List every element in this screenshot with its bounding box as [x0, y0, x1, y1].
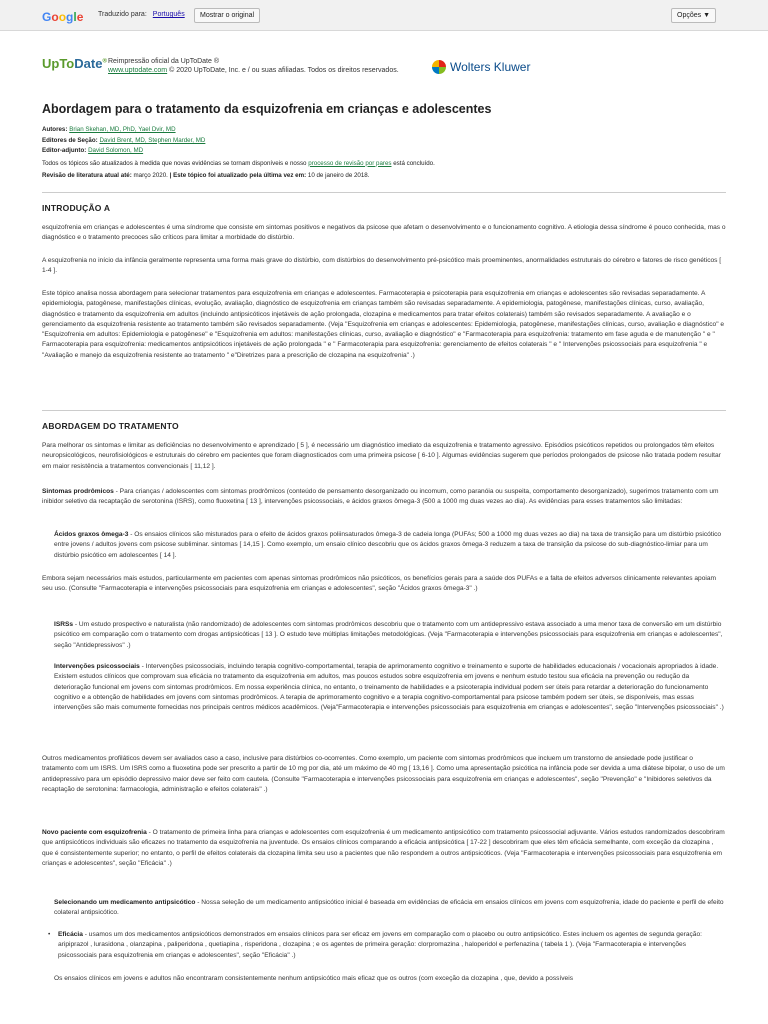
- copyright: © 2020 UpToDate, Inc. e / ou suas afiliadas. Todos os direitos reservados.: [169, 67, 399, 74]
- section-heading-intro: INTRODUÇÃO A: [42, 203, 111, 213]
- paragraph-text: - Um estudo prospectivo e naturalista (não randomizado) de adolescentes com sintomas prodrômicos descobriu que o tratamento com um antidepressivo estava associado a uma menor taxa de conversão em um distúrbio psicótico em comparação com o tratamento com drogas antipsicóticas [ 13 ]. O estudo teve múltiplas limitações metodológicas. (Veja "Farmacoterapia e intervenções psicossociais para esquizofrenia em crianças e adolescentes", seção "Antidepressivos" .): [54, 621, 723, 649]
- authors-label: Autores:: [42, 126, 68, 133]
- section-editors-label: Editores de Seção:: [42, 136, 98, 144]
- reprint-notice: [108, 57, 399, 75]
- update-note: Todos os tópicos são atualizados à medida que novas evidências se tornam disponíveis e nosso: [42, 159, 307, 167]
- term: Eficácia: [58, 931, 83, 938]
- review-label: Revisão de literatura atual até:: [42, 172, 132, 179]
- term: Ácidos graxos ômega-3: [54, 531, 129, 538]
- paragraph: Outros medicamentos profiláticos devem ser avaliados caso a caso, inclusive para distúrbios co-ocorrentes. Como exemplo, um paciente com sintomas prodrômicos que incluem um transtorno de ansiedade pode justificar o tratamento com um ISRS. Um ISRS como a fluoxetina pode ser prescrito a partir de 10 mg por dia, até um máximo de 40 mg [ 13,16 ]. Como uma apresentação psicótica na infância pode ser devida a uma diátese bipolar, o uso de um antidepressivo para um episódio depressivo maior deve ser feito com cautela. (Consulte "Farmacoterapia e intervenções psicossociais para esquizofrenia em crianças e adolescentes", seção "Prevenção" e "Inibidores seletivos da recaptação de serotonina: farmacologia, administração e efeitos colaterais" .): [42, 755, 725, 793]
- deputy-editor[interactable]: David Solomon, MD: [88, 147, 144, 154]
- paragraph-text: - Intervenções psicossociais, incluindo terapia cognitivo-comportamental, terapia de aprimoramento cognitivo e treinamento e suporte de habilidades educacionais / vocacionais apropriados à idade. Existem estudos clínicos que comprovam sua eficácia no tratamento da esquizofrenia em adultos, mas poucos estudos sobre esquizofrenia em jovens e nenhum estudo testou sua eficácia na prevenção ou redução da deterioração funcional em jovens com sintomas prodrômicos. Em nossa experiência clínica, no entanto, o treinamento de habilidades e a psicoterapia individual podem ser úteis para retardar a deterioração do funcionamento cognitivo e a obtenção de habilidades em jovens com sintomas prodrômicos. A terapia de aprimoramento cognitivo e a terapia cognitivo-comportamental para psicose também podem ser úteis, se disponíveis, mas essas intervenções são mais comumente fornecidas nos principais centros médicos acadêmicos. (Veja"Farmacoterapia e intervenções psicossociais para esquizofrenia em crianças e adolescentes", seção "Intervenções psicossociais" .): [54, 663, 724, 712]
- paragraph: Os ensaios clínicos em jovens e adultos não encontraram consistentemente nenhum antipsicótico mais eficaz que os outros (com exceção da clozapina , que, devido a possíveis: [54, 975, 573, 982]
- article-meta: [42, 125, 726, 182]
- divider: [42, 192, 726, 193]
- paragraph-ssri: [42, 620, 726, 651]
- wolters-kluwer-logo: [432, 60, 530, 74]
- authors[interactable]: Brian Skehan, MD, PhD, Yael Dvir, MD: [69, 126, 176, 133]
- review-date: março 2020.: [133, 172, 168, 179]
- page-title: Abordagem para o tratamento da esquizofrenia em crianças e adolescentes: [42, 102, 492, 116]
- paragraph-text: - O tratamento de primeira linha para crianças e adolescentes com esquizofrenia é um medicamento antipsicótico com tratamento psicossocial adjuvante. Vários estudos randomizados descobriram que antipsicóticos individuais são eficazes no tratamento da esquizofrenia na juventude. Os ensaios clínicos comparando a eficácia antipsicótica [ 17-22 ] descobriram que eles têm eficácia semelhante, com exceção da clozapina , que é consistentemente superior; no entanto, o perfil de efeitos colaterais da clozapina limita seu uso a pacientes que não respondem a outros antipsicóticos. (Veja "Farmacoterapia e intervenções psicossociais para esquizofrenia em crianças e adolescentes", seção "Eficácia" .): [42, 829, 725, 867]
- term: Intervenções psicossociais: [54, 663, 140, 670]
- paragraph: esquizofrenia em crianças e adolescentes é uma síndrome que consiste em sintomas positivos e negativos da psicose que afetam o desenvolvimento e o funcionamento cognitivo. A etiologia dessa síndrome é pouco conhecida, mas o diagnóstico e o tratamento precoces são críticos para limitar a morbidade do distúrbio.: [42, 224, 726, 242]
- term: Sintomas prodrômicos: [42, 488, 114, 495]
- list-item-efficacy: [42, 930, 726, 961]
- paragraph-selecting: [42, 898, 726, 919]
- updated-date: 10 de janeiro de 2018.: [307, 172, 370, 179]
- translate-bar: [0, 0, 768, 31]
- publisher-name: Wolters Kluwer: [450, 60, 531, 74]
- updated-label: | Este tópico foi atualizado pela última vez em:: [169, 172, 307, 179]
- article: [42, 32, 726, 982]
- uptodate-link[interactable]: www.uptodate.com: [108, 67, 168, 74]
- wk-emblem-icon: [432, 60, 446, 74]
- paragraph: Embora sejam necessários mais estudos, particularmente em pacientes com apenas sintomas prodrômicos não psicóticos, os benefícios gerais para a saúde dos PUFAs e a falta de efeitos adversos clinicamente relevantes apoiam seu uso. (Consulte "Farmacoterapia e intervenções psicossociais para esquizofrenia em crianças e adolescentes", seção "Ácidos graxos ômega-3" .): [42, 575, 717, 593]
- paragraph-new-patient: [42, 828, 726, 869]
- section-heading-approach: ABORDAGEM DO TRATAMENTO: [42, 421, 179, 431]
- reprint-line1: Reimpressão oficial da UpToDate ®: [108, 58, 219, 65]
- paragraph: Para melhorar os sintomas e limitar as deficiências no desenvolvimento e aprendizado [ 5 ], é necessário um diagnóstico imediato da esquizofrenia e tratamento agressivo. Episódios psicóticos repetidos ou prolongados têm efeitos neuropsicológicos, neurofisiológicos e estruturais do cérebro em pacientes que foram diagnosticados com uma primeira psicose [ 6-10 ]. Algumas evidências sugerem que períodos prolongados de psicose não tratada podem resultar em maior resistência a tratamentos convencionais [ 11,12 ].: [42, 442, 721, 470]
- paragraph-prodromal: [42, 487, 726, 508]
- paragraph-text: - Os ensaios clínicos são misturados para o efeito de ácidos graxos poliinsaturados ômega-3 de cadeia longa (PUFAs; 500 a 1000 mg duas vezes ao dia) na taxa de transição para um distúrbio psicótico entre jovens / adultos jovens com psicose subliminar. sintomas [ 14,15 ]. Como exemplo, um ensaio clínico descobriu que os ácidos graxos ômega-3 reduzem a taxa de transição da psicose do sub-diagnóstico-limiar para um distúrbio psicótico em adolescentes [ 14 ].: [54, 531, 722, 559]
- divider: [42, 410, 726, 411]
- translated-to: [98, 11, 185, 18]
- header: [42, 32, 726, 82]
- paragraph-text: - usamos um dos medicamentos antipsicóticos demonstrados em ensaios clínicos para ser eficaz em jovens em comparação com o placebo ou outro antipsicótico. Estes incluem os agentes de segunda geração: aripiprazol , lurasidona , olanzapina , paliperidona , quetiapina , risperidona , clozapina ; e os agentes de primeira geração: clorpromazina , haloperidol e perfenazina ( tabela 1 ). (Veja "Farmacoterapia e intervenções psicossociais para esquizofrenia em crianças e adolescentes", seção "Eficácia" .): [58, 931, 702, 959]
- paragraph-omega3: [42, 530, 726, 561]
- show-original-button[interactable]: Mostrar o original: [194, 8, 260, 23]
- term: Novo paciente com esquizofrenia: [42, 829, 147, 836]
- paragraph: Este tópico analisa nossa abordagem para selecionar tratamentos para esquizofrenia em crianças e adolescentes. Farmacoterapia e psicoterapia para esquizofrenia em crianças e adolescentes são revisadas separadamente. A epidemiologia, patogênese, manifestações clínicas, evolução, avaliação, diagnóstico de esquizofrenia em crianças também são revisadas separadamente. A epidemiologia, patogênese, manifestações clínicas, curso, avaliação, diagnóstico e tratamento da esquizofrenia em adultos (incluindo antipsicóticos injetáveis de ação prolongada, clozapina e medicamentos para tratar efeitos colaterais) também são revisados separadamente. A avaliação e o gerenciamento da esquizofrenia resistente ao tratamento também são revisados separadamente. (Veja "Esquizofrenia em crianças e adolescentes: Epidemiologia, patogênese, manifestações clínicas, curso, avaliação e diagnóstico" e "Esquizofrenia em adultos: Epidemiologia e patogênese" e "Esquizofrenia em adultos: manifestações clínicas, curso, avaliação e diagnóstico" e "Farmacoterapia para esquizofrenia: tratamento em fase aguda e de manutenção " e " Farmacoterapia para esquizofrenia: medicamentos antipsicóticos injetáveis de ação prolongada " e " Farmacoterapia para esquizofrenia: gerenciamento de efeitos colaterais " e " Intervenções psicossociais para esquizofrenia " e "Avaliação e manejo da esquizofrenia resistente ao tratamento " e"Diretrizes para a prescrição de clozapina na esquizofrenia" .): [42, 290, 725, 359]
- uptodate-logo: UpToDate®: [42, 56, 107, 71]
- google-logo: Google: [42, 10, 84, 24]
- term: Selecionando um medicamento antipsicótico: [54, 899, 196, 906]
- language-link[interactable]: Português: [152, 11, 185, 18]
- peer-review-link[interactable]: processo de revisão por pares: [308, 159, 392, 167]
- paragraph-text: - Nossa seleção de um medicamento antipsicótico inicial é baseada em evidências de eficácia em ensaios clínicos em jovens com esquizofrenia, idade do paciente e perfil de efeito colateral antipsicótico.: [54, 899, 724, 917]
- paragraph: A esquizofrenia no início da infância geralmente representa uma forma mais grave do distúrbio, com distúrbios do desenvolvimento pré-psicótico mais proeminentes, anormalidades estruturais do cérebro e fatores de risco genéticos [ 1-4 ].: [42, 257, 722, 275]
- section-editors[interactable]: David Brent, MD, Stephen Marder, MD: [99, 136, 206, 144]
- translated-to-label: Traduzido para:: [98, 11, 147, 18]
- paragraph-psychosocial: [42, 662, 726, 713]
- deputy-editor-label: Editor-adjunto:: [42, 147, 87, 154]
- update-note-end: está concluído.: [393, 159, 435, 167]
- options-button[interactable]: Opções ▼: [671, 8, 716, 23]
- paragraph-text: - Para crianças / adolescentes com sintomas prodrômicos (conteúdo de pensamento desorganizado ou incomum, como paranóia ou suspeita, comportamento desorganizado), sugerimos tratamento com um inibidor seletivo da recaptação de serotonina (ISRS), como fluoxetina [ 13 ], intervenções psicossociais, e ácidos graxos ômega-3 (500 a 1000 mg duas vezes ao dia). As evidências para esses tratamentos são limitadas:: [42, 488, 719, 506]
- term: ISRSs: [54, 621, 74, 628]
